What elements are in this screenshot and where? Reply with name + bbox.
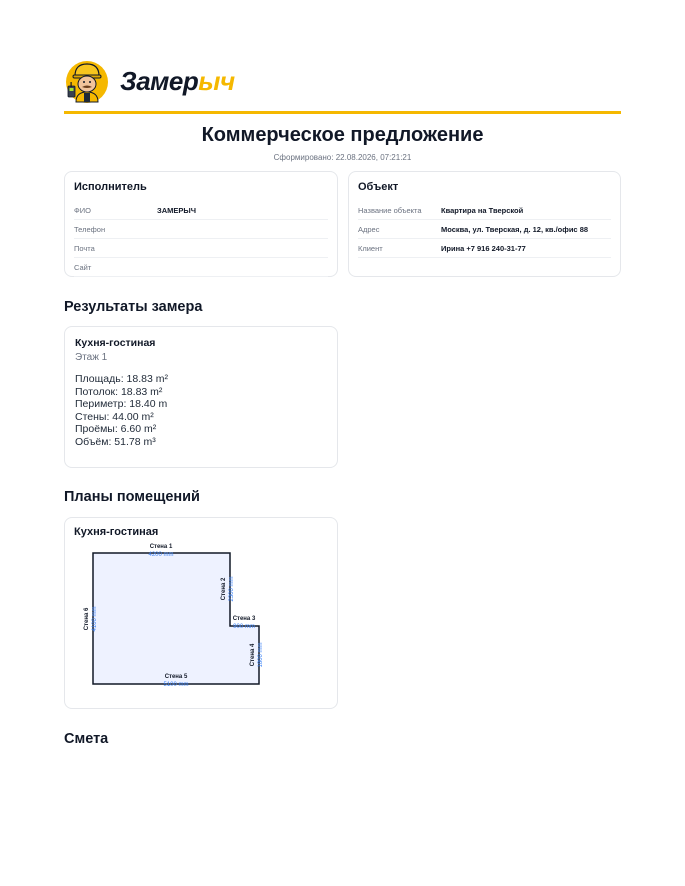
room-result-card	[64, 326, 338, 468]
executor-title: Исполнитель	[74, 181, 147, 193]
info-value: Ирина +7 916 240-31-77	[441, 243, 526, 253]
wall-3-length: 900 mm	[233, 624, 255, 630]
object-title: Объект	[358, 181, 399, 193]
wall-6-label: Стена 6	[84, 607, 90, 631]
wall-4-length: 1800 mm	[258, 642, 264, 668]
wall-4-label: Стена 4	[250, 643, 256, 667]
brand-name	[120, 66, 235, 97]
metric-ceiling: Потолок: 18.83 m²	[75, 385, 163, 398]
info-label: Адрес	[358, 224, 380, 234]
info-label: ФИО	[74, 205, 91, 215]
document-title: Коммерческое предложение	[201, 124, 484, 146]
room-floor: Этаж 1	[75, 352, 108, 363]
info-value: Москва, ул. Тверская, д. 12, кв./офис 88	[441, 224, 589, 234]
object-card	[348, 171, 621, 277]
wall-1-length: 4200 mm	[148, 552, 174, 558]
info-label: Клиент	[358, 243, 383, 253]
object-row-name	[358, 201, 611, 220]
room-metrics	[75, 373, 327, 448]
metric-openings: Проёмы: 6.60 m²	[75, 423, 157, 435]
wall-2-label: Стена 2	[221, 577, 227, 601]
metric-area: Площадь: 18.83 m²	[75, 373, 168, 385]
wall-5-label: Стена 5	[164, 674, 188, 680]
info-label: Телефон	[74, 224, 106, 234]
object-row-client	[358, 239, 611, 258]
estimate-section-title: Смета	[64, 731, 109, 747]
room-plan-card	[64, 517, 338, 709]
plan-room-name: Кухня-гостиная	[74, 526, 159, 538]
wall-1-label: Стена 1	[149, 544, 173, 550]
wall-5-length: 5100 mm	[163, 682, 189, 688]
executor-row-site	[74, 258, 328, 277]
info-value: Квартира на Тверской	[441, 205, 524, 215]
plans-section-title: Планы помещений	[64, 489, 200, 505]
wall-6-length: 4100 mm	[92, 606, 98, 632]
executor-row-name	[74, 201, 328, 220]
brand-name-part1: Замер	[120, 65, 199, 96]
executor-row-phone	[74, 220, 328, 239]
executor-row-email	[74, 239, 328, 258]
room-name: Кухня-гостиная	[75, 337, 156, 349]
wall-2-length: 2300 mm	[229, 576, 235, 602]
brand-name-part2: ыч	[198, 65, 235, 96]
info-label: Название объекта	[358, 205, 422, 215]
brand-header	[64, 56, 235, 106]
info-label: Сайт	[74, 262, 92, 272]
header-divider	[64, 111, 621, 114]
metric-walls: Стены: 44.00 m²	[75, 410, 154, 423]
executor-card	[64, 171, 338, 277]
metric-perimeter: Периметр: 18.40 m	[75, 398, 168, 410]
object-row-address	[358, 220, 611, 239]
floor-plan	[65, 518, 339, 710]
metric-volume: Объём: 51.78 m³	[75, 435, 156, 448]
generated-timestamp: Сформировано: 22.08.2026, 07:21:21	[273, 153, 412, 162]
info-value: ЗАМЕРЫЧ	[157, 205, 196, 215]
results-section-title: Результаты замера	[64, 299, 203, 315]
wall-3-label: Стена 3	[232, 616, 256, 622]
worker-mascot-icon	[64, 56, 110, 106]
info-label: Почта	[74, 243, 95, 253]
